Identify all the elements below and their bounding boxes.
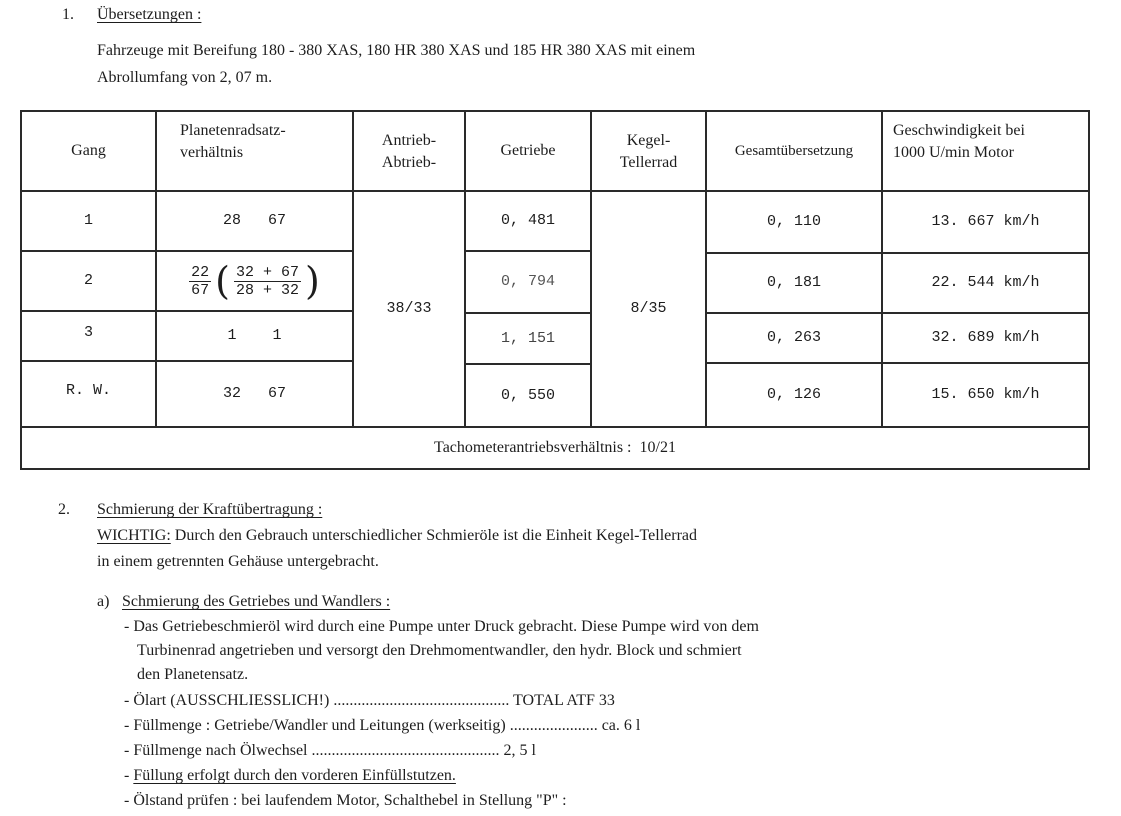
important-note <box>97 527 697 545</box>
header-kegel-line2: Tellerrad <box>619 154 678 171</box>
row-2-speed: 22. 544 km/h <box>931 274 1040 291</box>
header-kegel-tellerrad <box>592 120 705 184</box>
row-1-gesamt: 0, 110 <box>766 213 821 230</box>
bullet-1-line3: den Planetensatz. <box>137 666 249 683</box>
row-1-getriebe: 0, 481 <box>500 212 555 229</box>
bullet-1-line1: - Das Getriebeschmieröl wird durch eine Pumpe unter Druck gebracht. Diese Pumpe wird von dem <box>124 618 759 635</box>
header-antrieb-abtrieb <box>354 120 464 184</box>
row-2-gesamt: 0, 181 <box>766 274 821 291</box>
row-3-getriebe: 1, 151 <box>500 329 555 347</box>
row-4-gesamt: 0, 126 <box>766 386 821 403</box>
fraction-inner-den: 28 + 32 <box>236 281 300 299</box>
row-4-speed: 15. 650 km/h <box>931 386 1040 403</box>
section-2-heading: Schmierung der Kraftübertragung : <box>97 501 323 518</box>
sub-a-label: a) <box>97 593 110 610</box>
section-1-intro-line2: Abrollumfang von 2, 07 m. <box>97 69 273 86</box>
row-1-gang: 1 <box>83 212 93 229</box>
antrieb-abtrieb-value: 38/33 <box>386 300 432 317</box>
paren-close: ) <box>305 259 320 303</box>
bullet-5 <box>124 767 456 785</box>
fraction-outer-num: 22 <box>191 263 210 281</box>
row-1-speed: 13. 667 km/h <box>931 213 1040 230</box>
paren-open: ( <box>215 259 230 303</box>
sub-a-heading: Schmierung des Getriebes und Wandlers : <box>122 593 391 610</box>
bullet-5-text: Füllung erfolgt durch den vorderen Einfüllstutzen. <box>133 767 456 784</box>
fraction-outer-den: 67 <box>191 281 210 299</box>
row-3-gang: 3 <box>83 324 93 341</box>
header-planetenradsatz-line1: Planetenradsatz- <box>180 122 286 139</box>
header-geschwindigkeit-line2: 1000 U/min Motor <box>893 144 1014 161</box>
tachometer-footer: Tachometerantriebsverhältnis : 10/21 <box>434 439 676 456</box>
header-geschwindigkeit-line1: Geschwindigkeit bei <box>893 122 1025 139</box>
header-antrieb-line2: Abtrieb- <box>381 154 437 171</box>
section-1-intro-line1: Fahrzeuge mit Bereifung 180 - 380 XAS, 180 HR 380 XAS und 185 HR 380 XAS mit einem <box>97 42 696 59</box>
section-1-number: 1. <box>62 6 74 23</box>
row-3-gesamt: 0, 263 <box>766 329 821 346</box>
bullet-2: - Ölart (AUSSCHLIESSLICH!) ............................................ TOTAL ATF 33 <box>124 692 615 709</box>
header-kegel-line1: Kegel- <box>626 132 671 149</box>
bullet-3: - Füllmenge : Getriebe/Wandler und Leitungen (werkseitig) ...................... ca. 6 l <box>124 717 641 734</box>
section-2-number: 2. <box>58 501 70 518</box>
bullet-6: - Ölstand prüfen : bei laufendem Motor, Schalthebel in Stellung "P" : <box>124 792 567 809</box>
header-gesamtuebersetzung: Gesamtübersetzung <box>734 143 854 159</box>
row-2-gang: 2 <box>83 272 93 289</box>
header-geschwindigkeit <box>893 120 1088 184</box>
important-line2: in einem getrennten Gehäuse untergebracht. <box>97 553 379 570</box>
header-gang: Gang <box>71 142 106 159</box>
header-getriebe: Getriebe <box>500 142 556 159</box>
bullet-5-dash: - <box>124 767 134 784</box>
bullet-4: - Füllmenge nach Ölwechsel ............................................... 2, 5 l <box>124 742 536 759</box>
fraction-outer <box>189 264 211 299</box>
row-2-getriebe: 0, 794 <box>500 273 555 290</box>
bullet-1-line2: Turbinenrad angetrieben und versorgt den Drehmomentwandler, den hydr. Block und schmiert <box>137 642 742 659</box>
important-text: Durch den Gebrauch unterschiedlicher Schmieröle ist die Einheit Kegel-Tellerrad <box>170 527 697 544</box>
row-4-getriebe: 0, 550 <box>500 386 555 404</box>
section-1-heading: Übersetzungen : <box>97 6 202 23</box>
row-4-gang: R. W. <box>65 382 111 399</box>
header-planetenradsatz-line2: verhältnis <box>180 144 244 161</box>
header-antrieb-line1: Antrieb- <box>381 132 437 149</box>
row-2-planeten-formula <box>157 252 352 310</box>
header-planetenradsatz <box>180 120 350 184</box>
row-3-planeten: 1 1 <box>227 327 282 344</box>
row-3-speed: 32. 689 km/h <box>931 329 1040 346</box>
kegel-tellerrad-value: 8/35 <box>630 300 667 317</box>
row-4-planeten: 32 67 <box>222 385 286 402</box>
row-1-planeten: 28 67 <box>222 212 286 229</box>
important-label: WICHTIG: <box>97 527 171 544</box>
fraction-inner-num: 32 + 67 <box>236 263 300 281</box>
fraction-inner <box>234 264 301 299</box>
